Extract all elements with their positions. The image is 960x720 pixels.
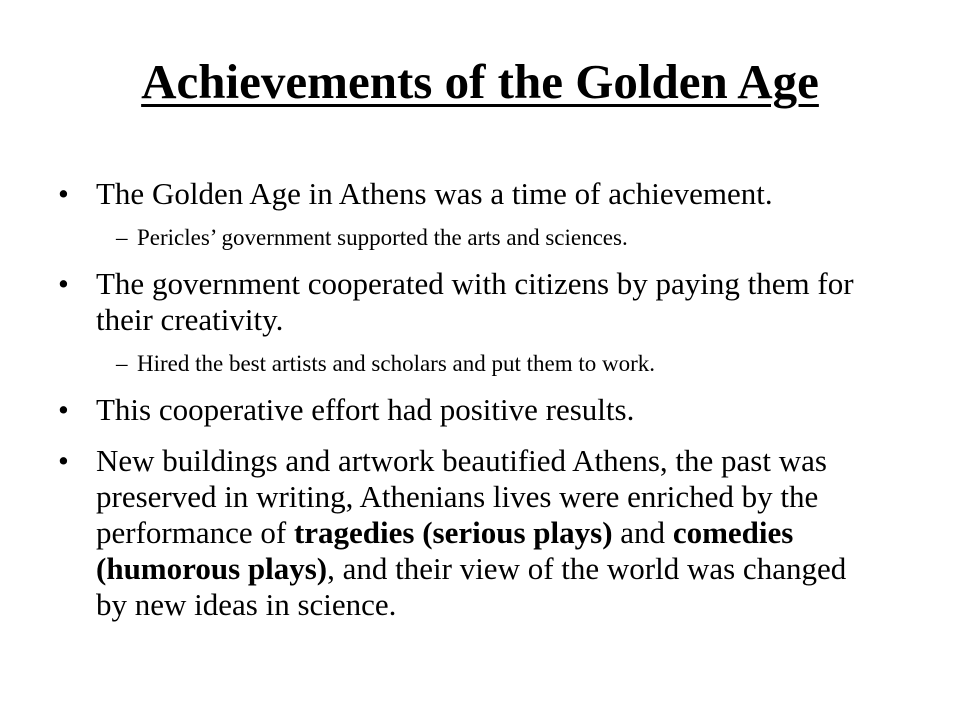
bullet-item-1-text: The Golden Age in Athens was a time of achievement. <box>96 176 773 211</box>
bullet-icon: • <box>58 443 69 478</box>
bullet-item-4-text-part-1: New buildings and artwork beautified Athens, the past was preserved in writing, Athenians lives were enriched by the performance of <box>96 443 827 550</box>
dash-icon: – <box>116 225 128 250</box>
bullet-item-1 <box>58 176 858 212</box>
bullet-item-3-text: This cooperative effort had positive results. <box>96 392 635 427</box>
sub-bullet-item-2 <box>58 350 858 378</box>
bullet-icon: • <box>58 176 69 211</box>
sub-bullet-item-1-text: Pericles’ government supported the arts and sciences. <box>137 225 628 250</box>
bullet-item-4-text-part-2: and <box>612 515 673 550</box>
bullet-item-4 <box>58 443 858 623</box>
bullet-icon: • <box>58 266 69 301</box>
dash-icon: – <box>116 351 128 376</box>
sub-bullet-item-2-text: Hired the best artists and scholars and put them to work. <box>137 351 656 376</box>
bullet-item-4-bold-comedies: comedies (humorous plays) <box>96 515 794 586</box>
sub-bullet-item-1 <box>58 224 858 252</box>
bullet-item-2-text: The government cooperated with citizens by paying them for their creativity. <box>96 266 854 337</box>
bullet-item-4-text-part-3: , and their view of the world was changed by new ideas in science. <box>96 551 847 622</box>
bullet-list <box>58 176 858 623</box>
bullet-item-3 <box>58 392 858 428</box>
bullet-icon: • <box>58 392 69 427</box>
bullet-item-2 <box>58 266 858 338</box>
bullet-item-4-bold-tragedies: tragedies (serious plays) <box>293 515 613 550</box>
slide-title: Achievements of the Golden Age <box>141 54 819 109</box>
